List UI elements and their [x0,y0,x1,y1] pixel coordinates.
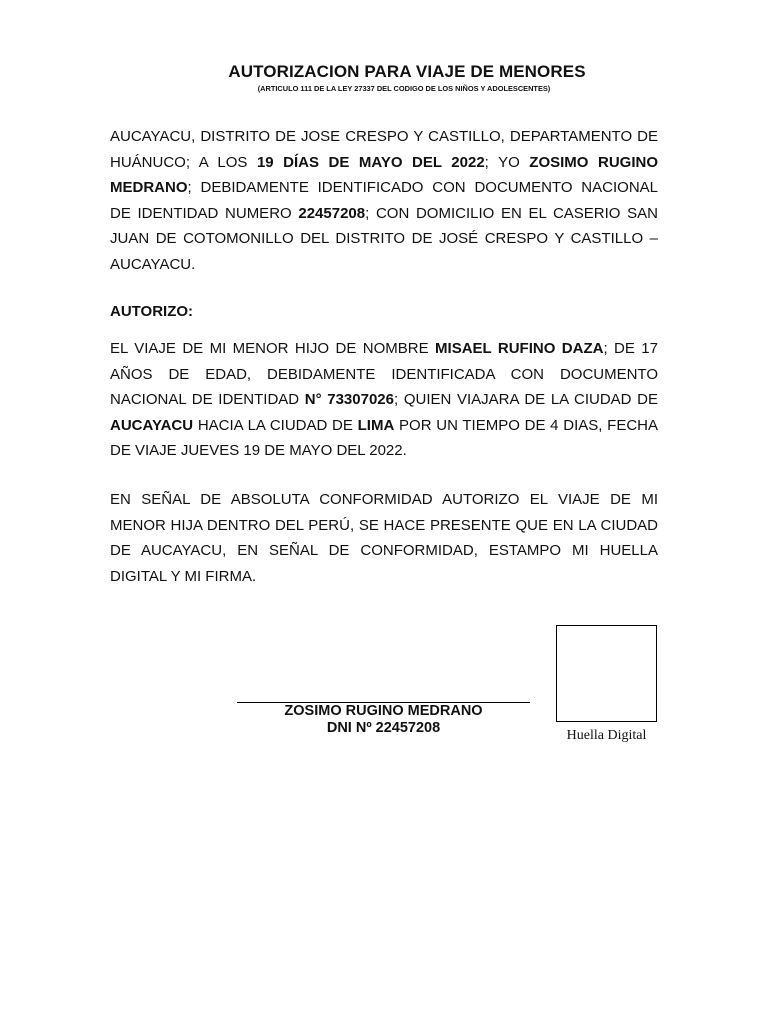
document-title: AUTORIZACION PARA VIAJE DE MENORES [228,62,586,81]
autorizo-label: AUTORIZO: [110,303,194,320]
signer-dni: DNI Nº 22457208 [326,720,441,736]
document-subtitle: (ARTICULO 111 DE LA LEY 27337 DEL CODIGO DE LOS NIÑOS Y ADOLESCENTES) [257,84,551,93]
bold-text-run: AUCAYACU [110,416,194,434]
text-run: ; DE 17 AÑOS DE EDAD, DEBIDAMENTE IDENTIFICADA CON DOCUMENTO NACIONAL DE IDENTIDAD [110,340,658,409]
text-run: ; YO [484,153,530,171]
bold-text-run: MISAEL RUFINO DAZA [435,340,604,357]
text-run: HACIA LA CIUDAD DE [193,416,358,434]
fingerprint-box [556,625,657,722]
paragraph-authorization [110,336,658,464]
bold-text-run: ZOSIMO RUGINO MEDRANO [110,153,658,197]
text-run: EN SEÑAL DE ABSOLUTA CONFORMIDAD AUTORIZO EL VIAJE DE MI MENOR HIJA DENTRO DEL PERÚ, SE HACE PRESENTE QUE EN LA CIUDAD DE AUCAYACU, EN SEÑAL DE CONFORMIDAD, ESTAMPO MI HUELLA DIGITAL Y MI FIRMA. [110,491,658,585]
text-run: ; DEBIDAMENTE IDENTIFICADO CON DOCUMENTO NACIONAL DE IDENTIDAD NUMERO [110,179,658,222]
fingerprint-label: Huella Digital [566,728,647,743]
text-run: ; QUIEN VIAJARA DE LA CIUDAD DE [394,391,658,409]
text-run: EL VIAJE DE MI MENOR HIJO DE NOMBRE [110,340,436,357]
paragraph-conformity [110,487,658,589]
bold-text-run: 22457208 [298,204,366,222]
text-run: AUCAYACU, DISTRITO DE JOSE CRESPO Y CASTILLO, DEPARTAMENTO DE HUÁNUCO; A LOS [110,128,658,171]
signer-name: ZOSIMO RUGINO MEDRANO [284,703,483,719]
paragraph-declaration [110,124,658,278]
text-run: ; CON DOMICILIO EN EL CASERIO SAN JUAN DE COTOMONILLO DEL DISTRITO DE JOSÉ CRESPO Y CASTILLO – AUCAYACU. [110,204,658,273]
bold-text-run: 19 DÍAS DE MAYO DEL 2022 [256,153,485,171]
text-run: POR UN TIEMPO DE 4 DIAS, FECHA DE VIAJE JUEVES 19 DE MAYO DEL 2022. [110,416,658,460]
bold-text-run: LIMA [357,416,395,434]
bold-text-run: N° 73307026 [304,391,394,409]
